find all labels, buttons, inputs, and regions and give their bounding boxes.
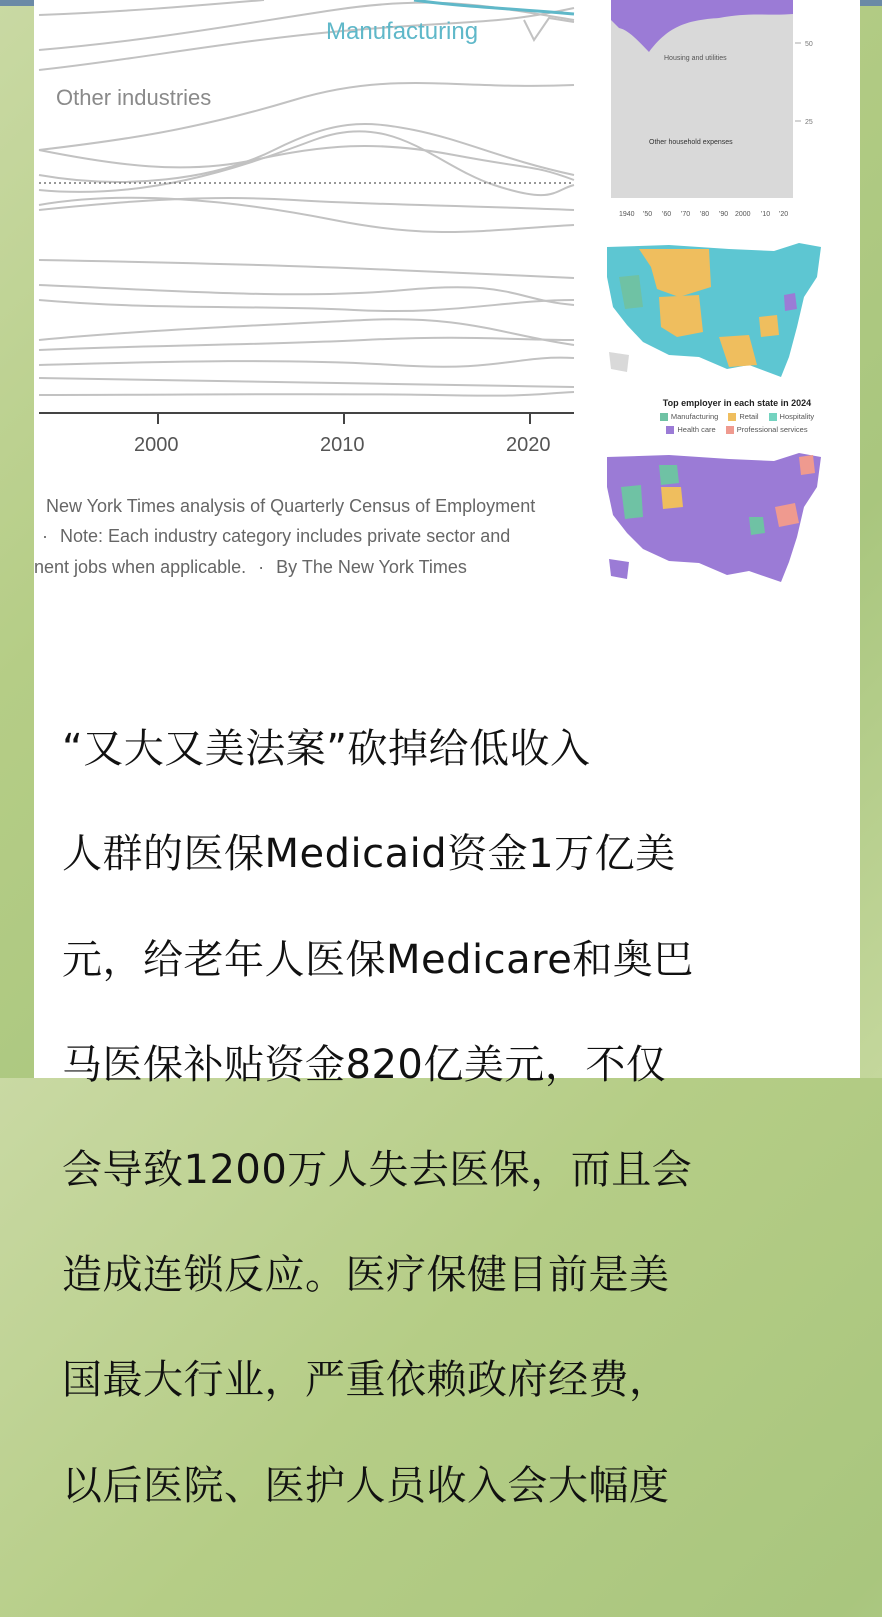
us-map-top-employer-earlier: [599, 237, 827, 384]
post-line: 人群的医保Medicaid资金1万亿美: [62, 831, 676, 878]
post-body-text: [62, 618, 832, 1617]
legend-label: Professional services: [736, 425, 808, 434]
x-tick-label: 2020: [506, 434, 551, 456]
legend-row: [632, 412, 842, 421]
other-industries-label: Other industries: [56, 85, 212, 110]
chart-note-tail: nent jobs when applicable.: [34, 557, 247, 577]
post-line: 马医保补贴资金820亿美元，不仅: [62, 1041, 667, 1088]
post-line: 会导致1200万人失去医保，而且会: [62, 1146, 693, 1193]
x-tick-label: '80: [700, 211, 710, 218]
legend-label: Health care: [677, 425, 716, 434]
chart-byline: By The New York Times: [276, 557, 467, 577]
other-industry-lines: [39, 0, 574, 396]
post-line: 元，给老年人医保Medicare和奥巴: [62, 936, 694, 983]
x-tick-label: '20: [779, 211, 789, 218]
industry-line-chart: [34, 0, 579, 470]
post-line: 国最大行业，严重依赖政府经费，: [62, 1357, 670, 1404]
legend-label: Retail: [739, 412, 759, 421]
other-expenses-label: Other household expenses: [649, 139, 733, 146]
housing-label: Housing and utilities: [664, 55, 727, 62]
x-tick-label: 1940: [619, 211, 635, 218]
chart-note: [42, 526, 510, 547]
thumb-x-axis-labels: [619, 211, 788, 218]
x-tick-label: '70: [681, 211, 691, 218]
legend-label: Hospitality: [779, 412, 815, 421]
legend-item-hospitality: [769, 412, 815, 421]
y-tick-label: 50: [805, 41, 813, 48]
chart-note-text: Note: Each industry category includes private sector and: [60, 526, 511, 546]
legend-item-retail: [728, 412, 758, 421]
y-tick-label: 25: [805, 119, 813, 126]
chart-source-credit: New York Times analysis of Quarterly Census of Employment: [46, 496, 536, 516]
x-tick-label: 2000: [735, 211, 751, 218]
map-legend: [632, 398, 842, 448]
x-tick-label: '10: [761, 211, 771, 218]
manufacturing-line: [414, 0, 574, 14]
message-card: [34, 0, 860, 1509]
x-tick-label: '50: [643, 211, 653, 218]
household-spending-chart: [609, 0, 834, 222]
bullet-separator: ·: [258, 557, 265, 577]
x-tick-label: '90: [719, 211, 729, 218]
legend-row: [632, 425, 842, 434]
us-map-top-employer-2024: [599, 447, 827, 587]
legend-item-professional-services: [726, 425, 808, 434]
post-line: 以后医院、医护人员收入会大幅度: [62, 1462, 670, 1509]
post-line: 造成连锁反应。医疗保健目前是美: [62, 1252, 670, 1299]
chart-note-continued: [34, 557, 467, 578]
legend-label: Manufacturing: [670, 412, 719, 421]
legend-title: Top employer in each state in 2024: [662, 398, 812, 408]
x-tick-label: 2010: [320, 434, 365, 456]
bullet-separator: ·: [42, 526, 48, 546]
legend-item-manufacturing: [660, 412, 719, 421]
manufacturing-label: Manufacturing: [326, 18, 479, 45]
post-lines: [62, 671, 832, 1565]
post-line: “又大又美法案”砍掉给低收入: [62, 726, 591, 773]
legend-item-health-care: [666, 425, 715, 434]
x-tick-label: '60: [662, 211, 672, 218]
x-tick-label: 2000: [134, 434, 179, 456]
message-image[interactable]: [34, 0, 860, 595]
